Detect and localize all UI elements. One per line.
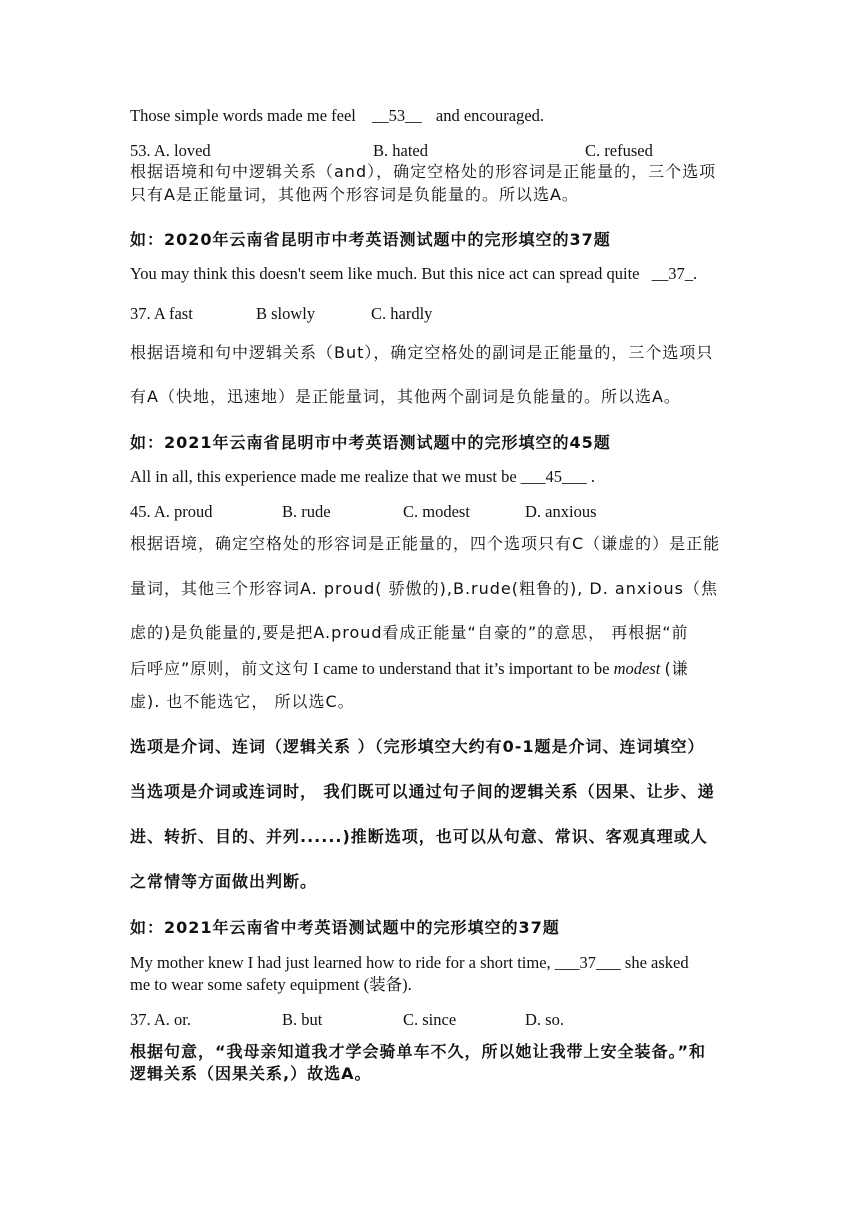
explanation-line: 量词，其他三个形容词A. proud( 骄傲的),B.rude(粗鲁的), D. anxious（焦 xyxy=(130,579,719,598)
section-heading: 选项是介词、连词（逻辑关系 ）（完形填空大约有0-1题是介词、连词填空） xyxy=(130,737,705,756)
blank-53: __53__ xyxy=(372,106,422,125)
example-sentence-45: All in all, this experience made me realize that we must be ___45___ . xyxy=(130,467,596,486)
option-c: C. hardly xyxy=(371,304,433,323)
explanation-line: 虑的)是负能量的,要是把A.proud看成正能量“自豪的”的意思， 再根据“前 xyxy=(130,623,689,642)
option-b: B. hated xyxy=(373,141,428,160)
example-heading: 如：2020年云南省昆明市中考英语测试题中的完形填空的37题 xyxy=(130,230,611,249)
explanation-line: 根据语境和句中逻辑关系（and），确定空格处的形容词是正能量的，三个选项 xyxy=(130,162,717,181)
sentence-text: and encouraged. xyxy=(435,106,545,125)
explanation-line: 逻辑关系（因果关系,）故选A。 xyxy=(130,1064,372,1083)
example-sentence-37 xyxy=(130,263,697,285)
sentence-text: Those simple words made me feel xyxy=(130,106,356,125)
sentence-text: . xyxy=(693,264,698,283)
paragraph-line: 之常情等方面做出判断。 xyxy=(130,872,318,891)
explanation-line: 根据语境和句中逻辑关系（But），确定空格处的副词是正能量的，三个选项只 xyxy=(130,343,714,362)
option-c: C. since xyxy=(403,1010,457,1029)
example-sentence-53 xyxy=(130,105,544,127)
explanation-line xyxy=(130,658,689,680)
explanation-text: 后呼应”原则，前文这句 xyxy=(130,659,310,678)
explanation-line: 有A（快地，迅速地）是正能量词，其他两个副词是负能量的。所以选A。 xyxy=(130,387,681,406)
option-d: D. anxious xyxy=(525,502,597,521)
explanation-line: 虚). 也不能选它， 所以选C。 xyxy=(130,692,355,711)
option-b: B. but xyxy=(282,1010,323,1029)
option-a: 53. A. loved xyxy=(130,141,211,160)
option-a: 37. A fast xyxy=(130,304,193,323)
explanation-line: 根据句意，“我母亲知道我才学会骑单车不久，所以她让我带上安全装备。”和 xyxy=(130,1042,707,1061)
option-c: C. refused xyxy=(585,141,653,160)
sentence-text: You may think this doesn't seem like much. But this nice act can spread quite xyxy=(130,264,640,283)
example-sentence-37b: My mother knew I had just learned how to ride for a short time, ___37___ she asked xyxy=(130,953,689,972)
option-b: B. rude xyxy=(282,502,331,521)
blank-37: __37_ xyxy=(651,264,694,283)
example-heading: 如：2021年云南省中考英语测试题中的完形填空的37题 xyxy=(130,918,560,937)
example-heading: 如：2021年云南省昆明市中考英语测试题中的完形填空的45题 xyxy=(130,433,611,452)
explanation-line: 只有A是正能量词，其他两个形容词是负能量的。所以选A。 xyxy=(130,185,579,204)
explanation-line: 根据语境，确定空格处的形容词是正能量的，四个选项只有C（谦虚的）是正能 xyxy=(130,534,721,553)
option-b: B slowly xyxy=(256,304,316,323)
option-d: D. so. xyxy=(525,1010,564,1029)
example-sentence-37b-cont: me to wear some safety equipment (装备). xyxy=(130,975,412,994)
paragraph-line: 进、转折、目的、并列......)推断选项，也可以从句意、常识、客观真理或人 xyxy=(130,827,708,846)
quoted-sentence: I came to understand that it’s important to be xyxy=(313,659,610,678)
emphasized-word: modest xyxy=(613,659,661,678)
option-a: 37. A. or. xyxy=(130,1010,191,1029)
explanation-text: (谦 xyxy=(664,659,689,678)
paragraph-line: 当选项是介词或连词时， 我们既可以通过句子间的逻辑关系（因果、让步、递 xyxy=(130,782,715,801)
option-c: C. modest xyxy=(403,502,470,521)
option-a: 45. A. proud xyxy=(130,502,213,521)
